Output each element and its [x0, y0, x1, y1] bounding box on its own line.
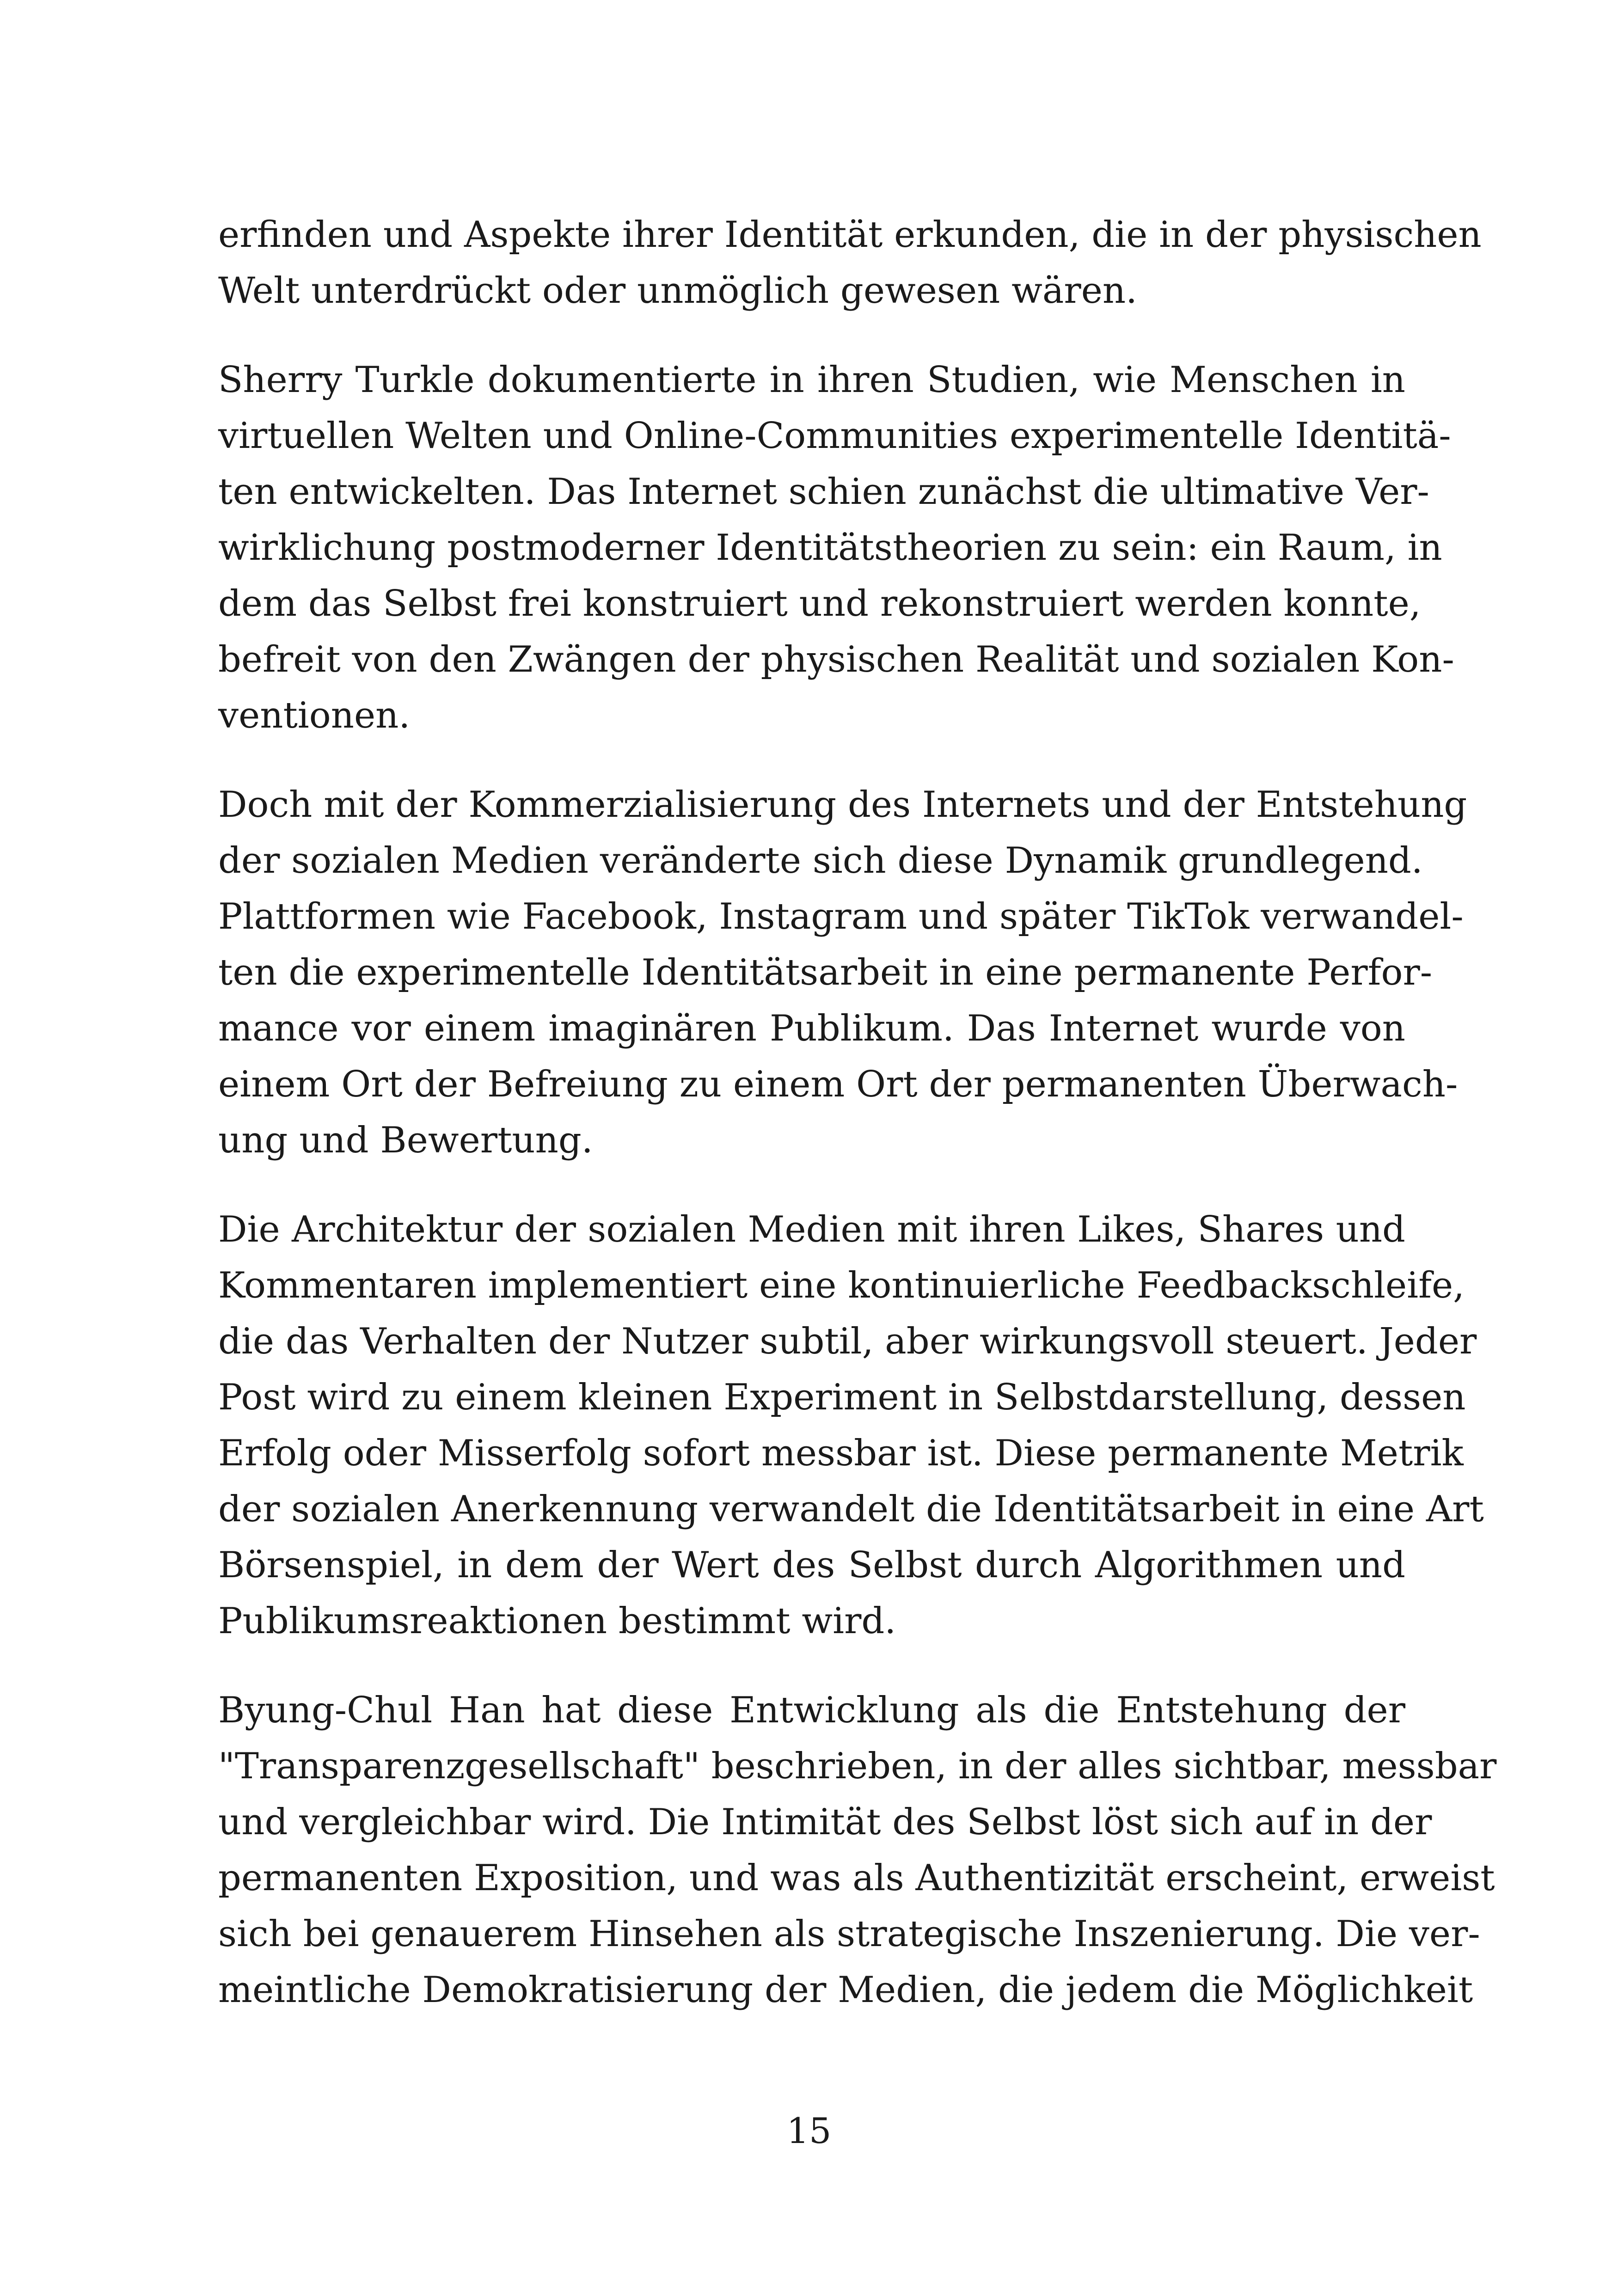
- paragraph: [218, 1202, 1484, 1649]
- text-line: ung und Bewertung.: [218, 1120, 593, 1161]
- text-line: einem Ort der Befreiung zu einem Ort der permanenten Überwach-: [218, 1064, 1458, 1105]
- text-line: mance vor einem imaginären Publikum. Das Internet wurde von: [218, 1008, 1405, 1049]
- text-line: und vergleichbar wird. Die Intimität des Selbst löst sich auf in der: [218, 1801, 1432, 1843]
- text-line: Plattformen wie Facebook, Instagram und später TikTok verwandel-: [218, 896, 1464, 937]
- text-line: ten die experimentelle Identitätsarbeit in eine permanente Perfor-: [218, 952, 1433, 993]
- text-line: meintliche Demokratisierung der Medien, die jedem die Möglichkeit: [218, 1969, 1473, 2011]
- text-line: Erfolg oder Misserfolg sofort messbar ist. Diese permanente Metrik: [218, 1433, 1464, 1474]
- text-line: befreit von den Zwängen der physischen Realität und sozialen Kon-: [218, 639, 1454, 680]
- paragraph: [218, 207, 1482, 319]
- body-text: [218, 207, 1497, 2051]
- text-line: dem das Selbst frei konstruiert und rekonstruiert werden konnte,: [218, 583, 1421, 625]
- text-line: der sozialen Medien veränderte sich diese Dynamik grundlegend.: [218, 840, 1423, 882]
- text-line: sich bei genauerem Hinsehen als strategische Inszenierung. Die ver-: [218, 1913, 1480, 1955]
- paragraph: [218, 777, 1467, 1169]
- text-line: ten entwickelten. Das Internet schien zunächst die ultimative Ver-: [218, 471, 1429, 513]
- text-line: Byung-Chul Han hat diese Entwicklung als die Entstehung der: [218, 1690, 1405, 1731]
- text-line: ventionen.: [218, 695, 411, 736]
- text-line: virtuellen Welten und Online-Communities experimentelle Identitä-: [218, 415, 1451, 457]
- text-line: "Transparenzgesellschaft" beschrieben, in der alles sichtbar, messbar: [218, 1745, 1497, 1787]
- text-line: Sherry Turkle dokumentierte in ihren Studien, wie Menschen in: [218, 359, 1405, 401]
- text-line: Post wird zu einem kleinen Experiment in Selbstdarstellung, dessen: [218, 1377, 1466, 1418]
- text-line: der sozialen Anerkennung verwandelt die Identitätsarbeit in eine Art: [218, 1488, 1484, 1530]
- page-number: 15: [786, 2110, 832, 2151]
- text-line: wirklichung postmoderner Identitätstheorien zu sein: ein Raum, in: [218, 527, 1442, 569]
- paragraph: [218, 352, 1454, 744]
- text-line: die das Verhalten der Nutzer subtil, aber wirkungsvoll steuert. Jeder: [218, 1321, 1477, 1362]
- paragraph: [218, 1683, 1497, 2018]
- text-line: Doch mit der Kommerzialisierung des Internets und der Entstehung: [218, 784, 1467, 826]
- text-line: Publikumsreaktionen bestimmt wird.: [218, 1600, 896, 1642]
- text-line: Börsenspiel, in dem der Wert des Selbst durch Algorithmen und: [218, 1544, 1405, 1586]
- text-line: Kommentaren implementiert eine kontinuierliche Feedbackschleife,: [218, 1265, 1465, 1306]
- text-line: erfinden und Aspekte ihrer Identität erkunden, die in der physischen: [218, 214, 1482, 256]
- text-line: Die Architektur der sozialen Medien mit ihren Likes, Shares und: [218, 1209, 1405, 1250]
- text-line: permanenten Exposition, und was als Authentizität erscheint, erweist: [218, 1857, 1495, 1899]
- text-line: Welt unterdrückt oder unmöglich gewesen wären.: [218, 270, 1137, 312]
